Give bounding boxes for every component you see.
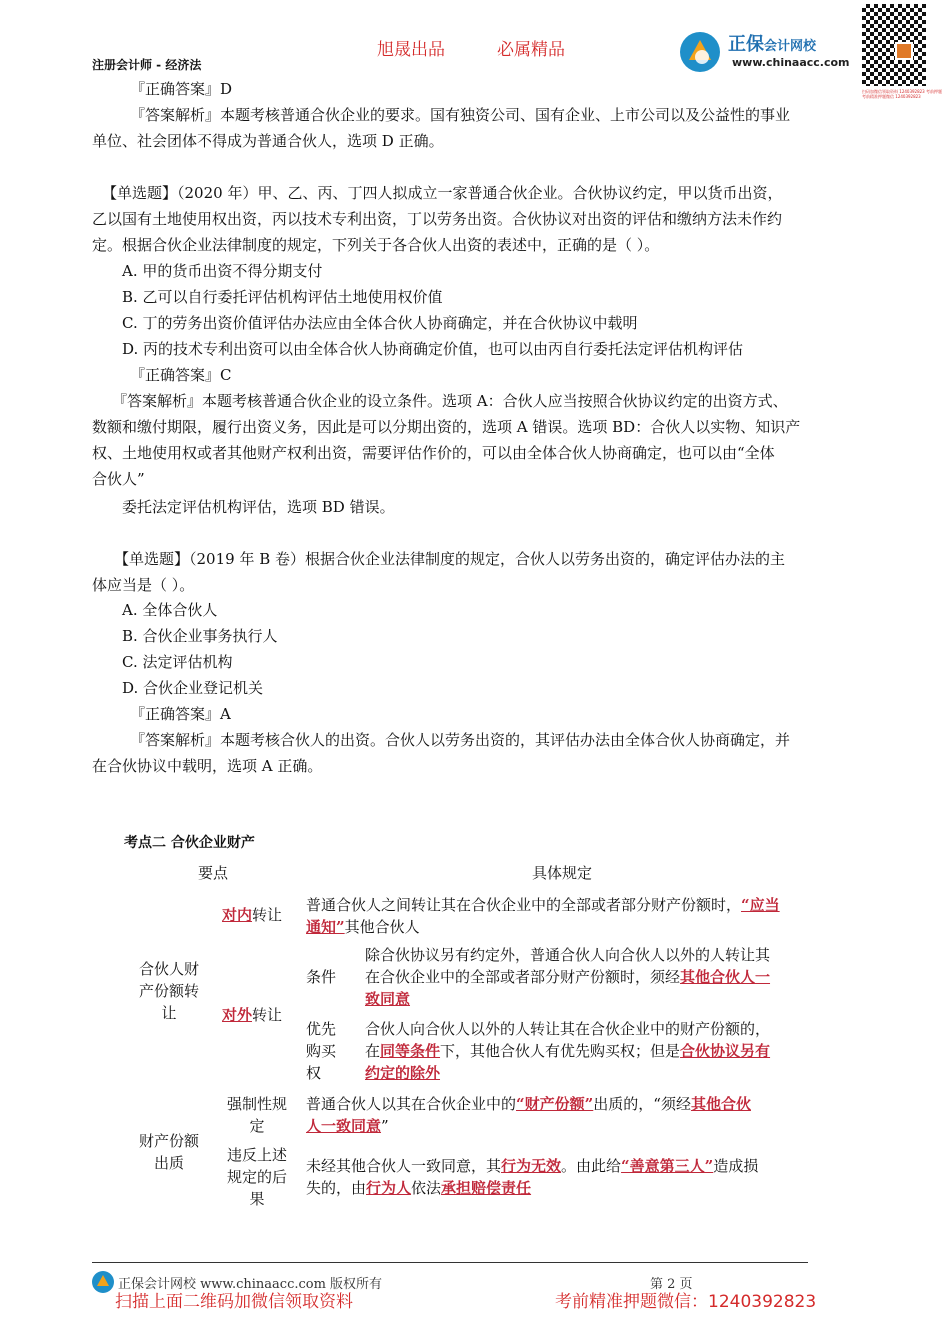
q1-option-c: C. 丁的劳务出资价值评估办法应由全体合伙人协商确定，并在合伙协议中载明 — [122, 314, 638, 332]
q0-analysis-line: 『答案解析』本题考核普通合伙企业的要求。国有独资公司、国有企业、上市公司以及公益性的事业 — [130, 106, 791, 124]
q2-analysis-line: 『答案解析』本题考核合伙人的出资。合伙人以劳务出资的，其评估办法由全体合伙人协商确定，并 — [130, 731, 791, 749]
q2-stem-line: 【单选题】（2019 年 B 卷）根据合伙企业法律制度的规定，合伙人以劳务出资的，确定评估办法的主 — [114, 550, 786, 568]
brand-logo[interactable] — [680, 28, 858, 76]
brand-url: www.chinaacc.com — [732, 56, 850, 69]
preemption-label: 优先 购买 权 — [306, 1020, 337, 1082]
footer-divider — [92, 1262, 808, 1263]
violation-label: 违反上述 规定的后 果 — [226, 1146, 287, 1208]
q2-option-b: B. 合伙企业事务执行人 — [122, 627, 278, 645]
table-header-key: 要点 — [198, 864, 229, 882]
header-slogan-right: 必属精品 — [497, 40, 565, 60]
q0-answer: 『正确答案』D — [130, 80, 233, 98]
table-header-rule: 具体规定 — [532, 864, 593, 882]
page-number: 第 2 页 — [650, 1277, 693, 1292]
row-group-transfer: 合伙人财产份额转让 — [138, 960, 199, 1022]
q2-option-c: C. 法定评估机构 — [122, 653, 233, 671]
qr-caption: 扫码加微信领取资料 1240392823 考前押题 考前精准押题微信 1240392823 — [862, 89, 942, 99]
section-title: 考点二 合伙企业财产 — [124, 835, 255, 851]
q2-option-a: A. 全体合伙人 — [122, 601, 218, 619]
q1-option-a: A. 甲的货币出资不得分期支付 — [122, 262, 323, 280]
q1-analysis-line: 『答案解析』本题考核普通合伙企业的设立条件。选项 A：合伙人应当按照合伙协议约定的出资方式、 — [112, 392, 788, 410]
footer-copyright: 正保会计网校 www.chinaacc.com 版权所有 — [118, 1277, 383, 1292]
q1-stem-line: 乙以国有土地使用权出资，丙以技术专利出资，丁以劳务出资。合伙协议对出资的评估和缴纳方法未作约 — [92, 210, 783, 228]
q2-option-d: D. 合伙企业登记机关 — [122, 679, 264, 697]
q1-analysis-line: 合伙人” — [92, 470, 145, 488]
preemption-rule: 合伙人向合伙人以外的人转让其在合伙企业中的财产份额的， 在同等条件下，其他合伙人有优先购买权；但是合伙协议另有 约定的除外 — [365, 1020, 771, 1082]
footer-promo-left: 扫描上面二维码加微信领取资料 — [115, 1292, 353, 1312]
q0-analysis-line: 单位、社会团体不得成为普通合伙人，选项 D 正确。 — [92, 132, 444, 150]
q1-option-b: B. 乙可以自行委托评估机构评估土地使用权价值 — [122, 288, 443, 306]
q2-analysis-line: 在合伙协议中载明，选项 A 正确。 — [92, 757, 323, 775]
qr-code[interactable] — [862, 4, 926, 86]
mandatory-rule-text: 普通合伙人以其在合伙企业中的“财产份额”出质的，“须经其他合伙 人一致同意” — [306, 1095, 751, 1135]
footer-promo-right: 考前精准押题微信：1240392823 — [555, 1292, 817, 1312]
condition-label: 条件 — [306, 968, 337, 986]
footer-logo-icon — [92, 1271, 114, 1293]
external-transfer-label: 对外转让 — [222, 1006, 283, 1024]
q1-stem-line: 【单选题】（2020 年）甲、乙、丙、丁四人拟成立一家普通合伙企业。合伙协议约定，甲以货币出资， — [102, 184, 783, 202]
q1-stem-line: 定。根据合伙企业法律制度的规定，下列关于各合伙人出资的表述中，正确的是（ ）。 — [92, 236, 660, 254]
internal-transfer-rule: 普通合伙人之间转让其在合伙企业中的全部或者部分财产份额时，“应当 通知”其他合伙人 — [306, 896, 780, 936]
qr-logo-icon — [895, 42, 913, 60]
row-group-pledge: 财产份额 出质 — [138, 1132, 199, 1172]
q1-analysis-line: 委托法定评估机构评估，选项 BD 错误。 — [122, 498, 395, 516]
q1-option-d: D. 丙的技术专利出资可以由全体合伙人协商确定价值，也可以由丙自行委托法定评估机构评估 — [122, 340, 744, 358]
brand-logo-icon — [680, 32, 720, 72]
q1-analysis-line: 数额和缴付期限，履行出资义务，因此是可以分期出资的，选项 A 错误。选项 BD：合伙人以实物、知识产 — [92, 418, 801, 436]
mandatory-rule-label: 强制性规 定 — [226, 1095, 287, 1135]
q1-analysis-line: 权、土地使用权或者其他财产权利出资，需要评估作价的，可以由全体合伙人协商确定，也可以由“全体 — [92, 444, 775, 462]
subject-label: 注册会计师 - 经济法 — [92, 58, 202, 72]
q2-answer: 『正确答案』A — [130, 705, 231, 723]
condition-rule: 除合伙协议另有约定外，普通合伙人向合伙人以外的人转让其 在合伙企业中的全部或者部分财产份额时，须经其他合伙人一 致同意 — [365, 946, 771, 1008]
q2-stem-line: 体应当是（ ）。 — [92, 576, 195, 594]
violation-rule: 未经其他合伙人一致同意，其行为无效。由此给“善意第三人”造成损 失的，由行为人依法承担赔偿责任 — [306, 1157, 759, 1197]
header-slogan-left: 旭晟出品 — [377, 40, 445, 60]
internal-transfer-label: 对内转让 — [222, 906, 283, 924]
brand-name: 正保会计网校 — [728, 34, 817, 55]
q1-answer: 『正确答案』C — [130, 366, 232, 384]
